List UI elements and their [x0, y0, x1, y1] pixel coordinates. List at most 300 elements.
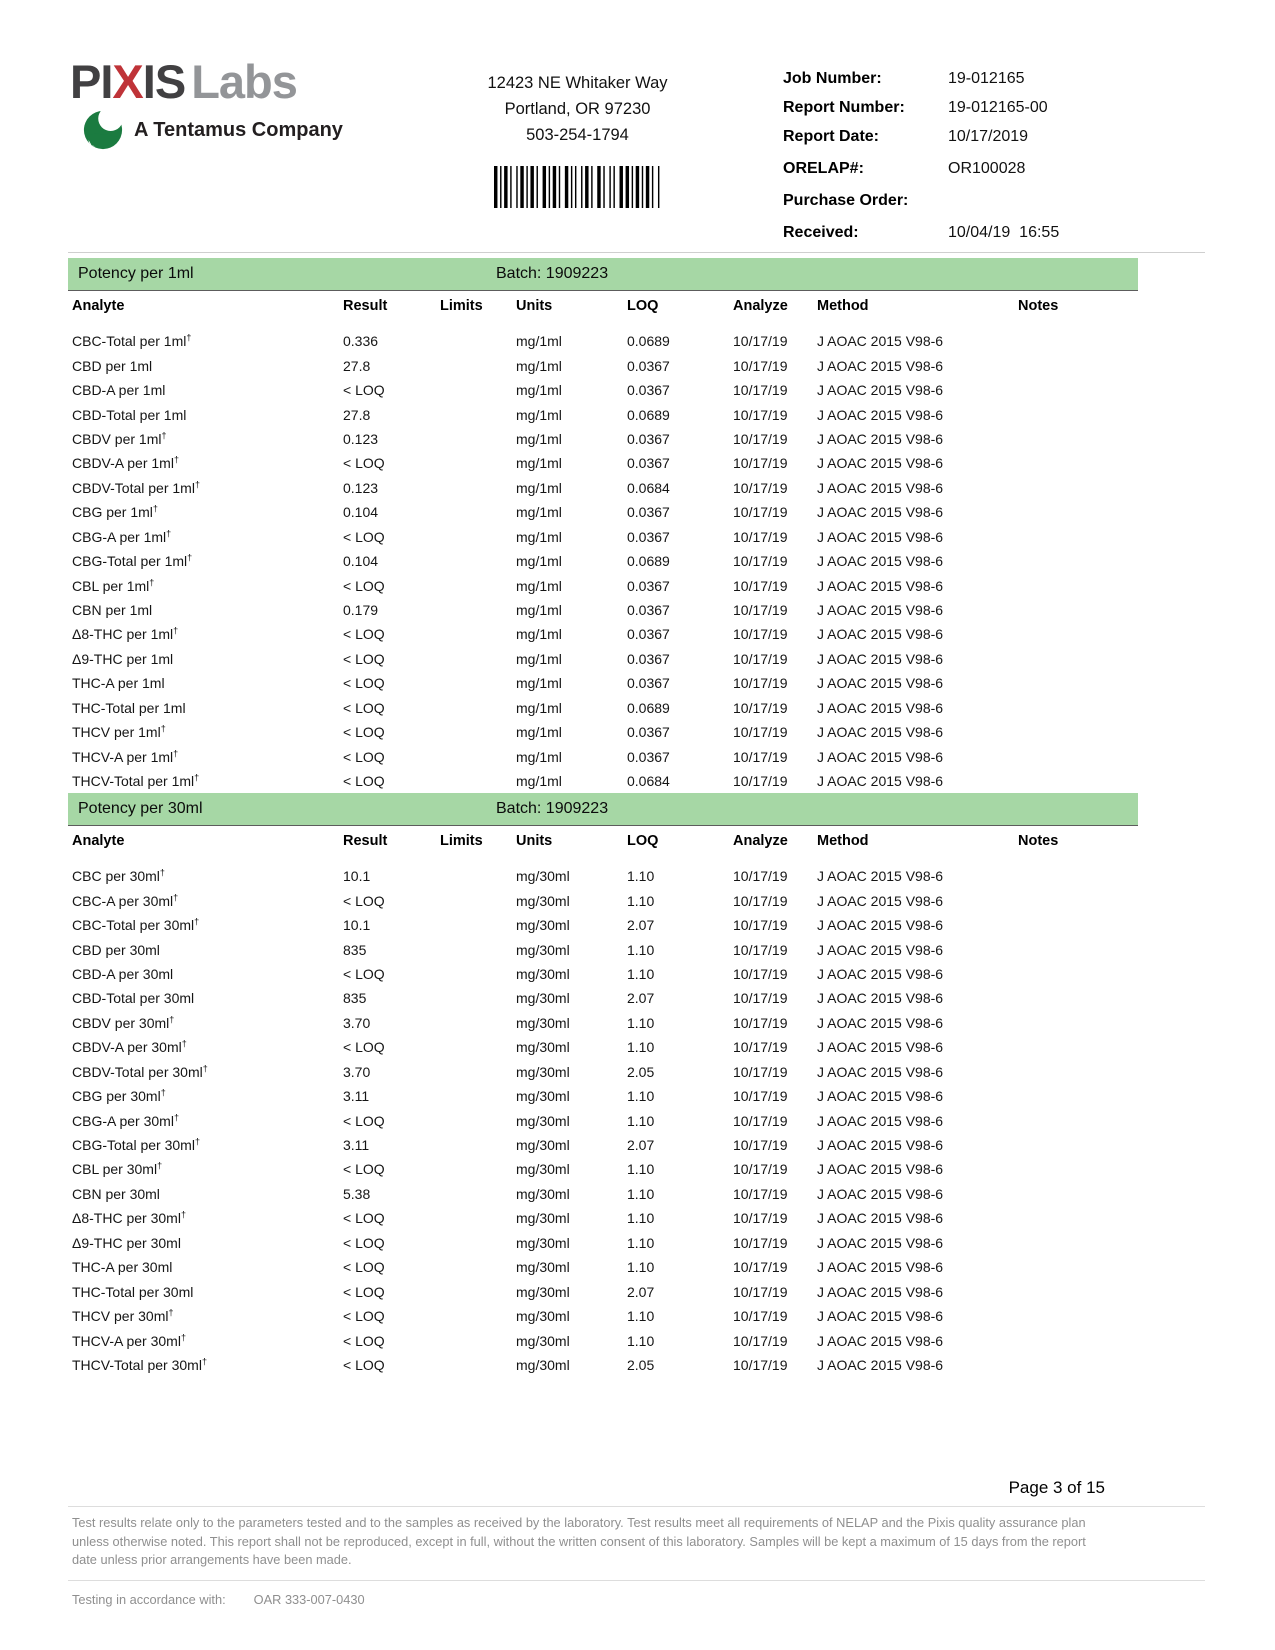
units-cell: mg/30ml	[516, 965, 570, 982]
loq-cell: 0.0367	[627, 382, 670, 399]
analyte-cell: THCV per 1ml†	[72, 723, 166, 741]
table-row	[68, 573, 1138, 597]
result-cell: 0.123	[343, 430, 379, 447]
units-cell: mg/30ml	[516, 1259, 570, 1276]
result-cell: < LOQ	[343, 724, 385, 741]
table-row	[68, 1279, 1138, 1303]
potency-per-1ml-table	[68, 258, 1138, 793]
method-cell: J AOAC 2015 V98-6	[817, 1210, 944, 1227]
column-header-method: Method	[817, 298, 869, 314]
info-value: 19-012165	[948, 70, 1025, 87]
units-cell: mg/30ml	[516, 1137, 570, 1154]
result-cell: < LOQ	[343, 1234, 385, 1251]
method-cell: J AOAC 2015 V98-6	[817, 504, 944, 521]
result-cell: 27.8	[343, 357, 371, 374]
result-cell: 835	[343, 941, 367, 958]
info-row	[783, 70, 1203, 92]
analyze-cell: 10/17/19	[733, 917, 788, 934]
units-cell: mg/30ml	[516, 1356, 570, 1373]
analyze-cell: 10/17/19	[733, 504, 788, 521]
method-cell: J AOAC 2015 V98-6	[817, 382, 944, 399]
units-cell: mg/30ml	[516, 1185, 570, 1202]
info-value: 10/17/2019	[948, 128, 1029, 145]
analyte-cell: CBDV per 1ml†	[72, 430, 167, 447]
analyte-cell: Δ8-THC per 30ml†	[72, 1209, 186, 1227]
info-row	[783, 99, 1203, 121]
analyte-cell: THCV-A per 30ml†	[72, 1331, 186, 1349]
analyze-cell: 10/17/19	[733, 1308, 788, 1325]
analyze-cell: 10/17/19	[733, 1112, 788, 1129]
analyze-cell: 10/17/19	[733, 382, 788, 399]
table-row	[68, 647, 1138, 671]
info-value: 10/04/19 16:55	[948, 224, 1060, 241]
loq-cell: 0.0367	[627, 577, 670, 594]
pixis-labs-logo	[70, 55, 343, 151]
analyze-cell: 10/17/19	[733, 1332, 788, 1349]
footer-divider	[68, 1506, 1205, 1507]
column-header-units: Units	[516, 298, 553, 314]
method-cell: J AOAC 2015 V98-6	[817, 1234, 944, 1251]
method-cell: J AOAC 2015 V98-6	[817, 577, 944, 594]
units-cell: mg/30ml	[516, 1161, 570, 1178]
analyte-cell: CBG-Total per 1ml†	[72, 552, 193, 570]
loq-cell: 2.05	[627, 1063, 655, 1080]
analyze-cell: 10/17/19	[733, 1283, 788, 1300]
table-row	[68, 937, 1138, 961]
analyze-cell: 10/17/19	[733, 1137, 788, 1154]
loq-cell: 1.10	[627, 965, 655, 982]
units-cell: mg/1ml	[516, 699, 562, 716]
analyze-cell: 10/17/19	[733, 773, 788, 790]
analyte-cell: Δ9-THC per 30ml	[72, 1234, 181, 1251]
result-cell: < LOQ	[343, 650, 385, 667]
result-cell: < LOQ	[343, 748, 385, 765]
analyze-cell: 10/17/19	[733, 602, 788, 619]
loq-cell: 1.10	[627, 1185, 655, 1202]
method-cell: J AOAC 2015 V98-6	[817, 602, 944, 619]
result-cell: 3.11	[343, 1137, 370, 1154]
result-cell: < LOQ	[343, 1356, 385, 1373]
result-cell: < LOQ	[343, 892, 385, 909]
batch-label: Batch: 1909223	[496, 800, 609, 817]
analyze-cell: 10/17/19	[733, 868, 788, 885]
analyte-cell: CBD per 30ml	[72, 941, 160, 958]
analyte-cell: CBC per 30ml†	[72, 867, 165, 885]
result-cell: < LOQ	[343, 455, 385, 472]
loq-cell: 2.05	[627, 1356, 655, 1373]
logo-wordmark: PIXIS Labs	[70, 55, 297, 108]
analyte-cell: CBG-Total per 30ml†	[72, 1136, 200, 1154]
units-cell: mg/30ml	[516, 1234, 570, 1251]
table-row	[68, 427, 1138, 451]
column-header-limits: Limits	[440, 298, 483, 314]
table-row	[68, 1084, 1138, 1108]
method-cell: J AOAC 2015 V98-6	[817, 406, 944, 423]
units-cell: mg/30ml	[516, 1063, 570, 1080]
table-row	[68, 1035, 1138, 1059]
analyze-cell: 10/17/19	[733, 1039, 788, 1056]
method-cell: J AOAC 2015 V98-6	[817, 1308, 944, 1325]
analyte-cell: CBDV-A per 30ml†	[72, 1038, 187, 1056]
analyte-cell: CBDV-Total per 1ml†	[72, 479, 200, 496]
method-cell: J AOAC 2015 V98-6	[817, 1185, 944, 1202]
column-header-result: Result	[343, 833, 388, 849]
table-row	[68, 622, 1138, 646]
testing-accordance-label: Testing in accordance with:	[72, 1592, 226, 1607]
analyte-cell: THC-Total per 1ml	[72, 699, 186, 716]
analyze-cell: 10/17/19	[733, 1259, 788, 1276]
units-cell: mg/1ml	[516, 602, 562, 619]
analyte-cell: CBL per 30ml†	[72, 1160, 163, 1178]
analyte-cell: CBC-A per 30ml†	[72, 892, 179, 909]
table-row	[68, 500, 1138, 524]
table-row	[68, 549, 1138, 573]
units-cell: mg/30ml	[516, 917, 570, 934]
info-row	[783, 224, 1203, 246]
result-cell: < LOQ	[343, 699, 385, 716]
units-cell: mg/30ml	[516, 1039, 570, 1056]
loq-cell: 0.0367	[627, 602, 670, 619]
header-divider	[68, 252, 1205, 253]
method-cell: J AOAC 2015 V98-6	[817, 1112, 944, 1129]
result-cell: 0.336	[343, 333, 379, 350]
units-cell: mg/30ml	[516, 868, 570, 885]
analyte-cell: CBG-A per 30ml†	[72, 1111, 179, 1129]
analyte-cell: THCV-Total per 30ml†	[72, 1356, 207, 1373]
loq-cell: 0.0367	[627, 748, 670, 765]
analyze-cell: 10/17/19	[733, 1063, 788, 1080]
result-cell: 3.70	[343, 1014, 371, 1031]
analyze-cell: 10/17/19	[733, 1088, 788, 1105]
table-row	[68, 525, 1138, 549]
method-cell: J AOAC 2015 V98-6	[817, 675, 944, 692]
analyte-cell: CBN per 30ml	[72, 1185, 160, 1202]
column-header-analyze: Analyze	[733, 833, 788, 849]
result-cell: < LOQ	[343, 1210, 385, 1227]
analyte-cell: CBN per 1ml	[72, 602, 153, 619]
loq-cell: 1.10	[627, 1259, 655, 1276]
method-cell: J AOAC 2015 V98-6	[817, 724, 944, 741]
analyte-cell: Δ9-THC per 1ml	[72, 650, 174, 667]
table-row	[68, 1206, 1138, 1230]
analyte-cell: CBC-Total per 1ml†	[72, 332, 192, 350]
column-header-loq: LOQ	[627, 833, 659, 849]
table-row	[68, 913, 1138, 937]
analyte-cell: CBDV per 30ml†	[72, 1014, 175, 1031]
method-cell: J AOAC 2015 V98-6	[817, 528, 944, 545]
analyze-cell: 10/17/19	[733, 1356, 788, 1373]
result-cell: 0.123	[343, 479, 379, 496]
logo-tagline-row	[82, 109, 343, 151]
method-cell: J AOAC 2015 V98-6	[817, 430, 944, 447]
loq-cell: 1.10	[627, 1039, 655, 1056]
table-title-band	[68, 258, 1138, 291]
analyte-cell: CBD-A per 30ml	[72, 965, 174, 982]
address-line: 12423 NE Whitaker Way	[487, 74, 668, 92]
result-cell: < LOQ	[343, 1259, 385, 1276]
method-cell: J AOAC 2015 V98-6	[817, 868, 944, 885]
units-cell: mg/30ml	[516, 1332, 570, 1349]
method-cell: J AOAC 2015 V98-6	[817, 1063, 944, 1080]
method-cell: J AOAC 2015 V98-6	[817, 941, 944, 958]
result-cell: < LOQ	[343, 626, 385, 643]
info-row	[783, 128, 1203, 150]
disclaimer-text: Test results relate only to the parameters tested and to the samples as received by the laboratory. Test results meet all requirements of NELAP and the Pixis quality assurance plan unless otherwise noted. This report shall not be reproduced, except in full, without the written consent of this laboratory. Samples will be kept a maximum of 15 days from the report date unless prior arrangements have been made.	[72, 1515, 1086, 1568]
analyte-cell: CBG per 1ml†	[72, 503, 158, 521]
table-row	[68, 986, 1138, 1010]
column-header-method: Method	[817, 833, 869, 849]
analyte-cell: THC-A per 1ml	[72, 675, 165, 692]
table-row	[68, 353, 1138, 377]
analyte-cell: CBDV-A per 1ml†	[72, 454, 179, 472]
units-cell: mg/1ml	[516, 675, 562, 692]
result-cell: 835	[343, 990, 367, 1007]
loq-cell: 1.10	[627, 1332, 655, 1349]
method-cell: J AOAC 2015 V98-6	[817, 773, 944, 790]
method-cell: J AOAC 2015 V98-6	[817, 699, 944, 716]
loq-cell: 0.0367	[627, 675, 670, 692]
loq-cell: 0.0367	[627, 650, 670, 667]
footer-divider	[68, 1580, 1205, 1581]
column-header-result: Result	[343, 298, 388, 314]
units-cell: mg/1ml	[516, 479, 562, 496]
info-row	[783, 192, 1203, 214]
analyte-cell: THCV per 30ml†	[72, 1307, 174, 1325]
analyze-cell: 10/17/19	[733, 699, 788, 716]
analyte-cell: CBD-Total per 30ml	[72, 990, 195, 1007]
method-cell: J AOAC 2015 V98-6	[817, 1161, 944, 1178]
units-cell: mg/30ml	[516, 1088, 570, 1105]
units-cell: mg/1ml	[516, 406, 562, 423]
table-body	[68, 321, 1138, 793]
method-cell: J AOAC 2015 V98-6	[817, 626, 944, 643]
analyze-cell: 10/17/19	[733, 724, 788, 741]
method-cell: J AOAC 2015 V98-6	[817, 1088, 944, 1105]
analyze-cell: 10/17/19	[733, 1014, 788, 1031]
table-row	[68, 1328, 1138, 1352]
analyte-cell: CBDV-Total per 30ml†	[72, 1063, 208, 1080]
result-cell: < LOQ	[343, 577, 385, 594]
method-cell: J AOAC 2015 V98-6	[817, 748, 944, 765]
column-header-notes: Notes	[1018, 833, 1059, 849]
result-cell: < LOQ	[343, 1308, 385, 1325]
loq-cell: 2.07	[627, 1137, 655, 1154]
units-cell: mg/30ml	[516, 1210, 570, 1227]
analyze-cell: 10/17/19	[733, 430, 788, 447]
table-row	[68, 1304, 1138, 1328]
analyte-cell: THCV-A per 1ml†	[72, 748, 179, 765]
column-header-analyte: Analyte	[72, 298, 125, 314]
barcode	[494, 166, 660, 208]
analyte-cell: CBG-A per 1ml†	[72, 528, 172, 545]
analyze-cell: 10/17/19	[733, 528, 788, 545]
table-row	[68, 696, 1138, 720]
loq-cell: 0.0367	[627, 504, 670, 521]
loq-cell: 2.07	[627, 917, 655, 934]
result-cell: < LOQ	[343, 528, 385, 545]
table-title: Potency per 1ml	[78, 265, 194, 282]
table-row	[68, 1182, 1138, 1206]
analyze-cell: 10/17/19	[733, 357, 788, 374]
table-row	[68, 962, 1138, 986]
table-row	[68, 888, 1138, 912]
loq-cell: 0.0689	[627, 699, 670, 716]
analyze-cell: 10/17/19	[733, 479, 788, 496]
units-cell: mg/30ml	[516, 941, 570, 958]
result-cell: < LOQ	[343, 675, 385, 692]
analyze-cell: 10/17/19	[733, 892, 788, 909]
table-row	[68, 451, 1138, 475]
lab-address	[440, 70, 715, 148]
result-cell: 0.104	[343, 504, 379, 521]
method-cell: J AOAC 2015 V98-6	[817, 333, 944, 350]
units-cell: mg/1ml	[516, 724, 562, 741]
analyze-cell: 10/17/19	[733, 1234, 788, 1251]
column-header-notes: Notes	[1018, 298, 1059, 314]
address-line: 503-254-1794	[526, 126, 629, 144]
method-cell: J AOAC 2015 V98-6	[817, 1014, 944, 1031]
units-cell: mg/1ml	[516, 626, 562, 643]
testing-accordance-value: OAR 333-007-0430	[253, 1592, 365, 1607]
table-row	[68, 1231, 1138, 1255]
loq-cell: 0.0689	[627, 333, 670, 350]
analyze-cell: 10/17/19	[733, 553, 788, 570]
table-row	[68, 1255, 1138, 1279]
table-title: Potency per 30ml	[78, 800, 203, 817]
units-cell: mg/1ml	[516, 748, 562, 765]
potency-per-30ml-table	[68, 793, 1138, 1377]
loq-cell: 1.10	[627, 1112, 655, 1129]
result-cell: 0.104	[343, 553, 379, 570]
units-cell: mg/30ml	[516, 892, 570, 909]
method-cell: J AOAC 2015 V98-6	[817, 455, 944, 472]
table-row	[68, 671, 1138, 695]
analyte-cell: THC-A per 30ml	[72, 1259, 173, 1276]
units-cell: mg/1ml	[516, 504, 562, 521]
method-cell: J AOAC 2015 V98-6	[817, 479, 944, 496]
loq-cell: 0.0689	[627, 553, 670, 570]
table-row	[68, 864, 1138, 888]
result-cell: < LOQ	[343, 382, 385, 399]
result-cell: < LOQ	[343, 1283, 385, 1300]
method-cell: J AOAC 2015 V98-6	[817, 1137, 944, 1154]
analyte-cell: CBG per 30ml†	[72, 1087, 166, 1105]
table-row	[68, 1060, 1138, 1084]
loq-cell: 0.0684	[627, 479, 670, 496]
method-cell: J AOAC 2015 V98-6	[817, 1283, 944, 1300]
analyze-cell: 10/17/19	[733, 333, 788, 350]
analyte-cell: CBD-A per 1ml	[72, 382, 166, 399]
testing-accordance-row	[72, 1592, 365, 1607]
report-info-block	[783, 70, 1203, 246]
analyze-cell: 10/17/19	[733, 1185, 788, 1202]
units-cell: mg/1ml	[516, 650, 562, 667]
result-cell: 0.179	[343, 602, 379, 619]
result-cell: < LOQ	[343, 965, 385, 982]
table-header-row	[68, 291, 1138, 321]
units-cell: mg/30ml	[516, 1283, 570, 1300]
table-row	[68, 598, 1138, 622]
result-cell: 10.1	[343, 917, 371, 934]
units-cell: mg/30ml	[516, 1112, 570, 1129]
result-cell: 10.1	[343, 868, 371, 885]
result-cell: 5.38	[343, 1185, 371, 1202]
method-cell: J AOAC 2015 V98-6	[817, 965, 944, 982]
table-row	[68, 1108, 1138, 1132]
units-cell: mg/30ml	[516, 1308, 570, 1325]
loq-cell: 0.0367	[627, 724, 670, 741]
units-cell: mg/1ml	[516, 357, 562, 374]
units-cell: mg/1ml	[516, 455, 562, 472]
info-label: Report Date:	[783, 128, 880, 145]
analyte-cell: CBL per 1ml†	[72, 576, 155, 594]
table-row	[68, 402, 1138, 426]
table-row	[68, 769, 1138, 793]
units-cell: mg/1ml	[516, 577, 562, 594]
analyze-cell: 10/17/19	[733, 650, 788, 667]
batch-label: Batch: 1909223	[496, 265, 609, 282]
result-cell: < LOQ	[343, 773, 385, 790]
info-value: OR100028	[948, 160, 1026, 177]
info-row	[783, 160, 1203, 182]
analyte-cell: THC-Total per 30ml	[72, 1283, 194, 1300]
method-cell: J AOAC 2015 V98-6	[817, 1039, 944, 1056]
method-cell: J AOAC 2015 V98-6	[817, 892, 944, 909]
column-header-analyte: Analyte	[72, 833, 125, 849]
analyze-cell: 10/17/19	[733, 577, 788, 594]
info-label: Purchase Order:	[783, 192, 909, 209]
table-body	[68, 856, 1138, 1377]
loq-cell: 1.10	[627, 1014, 655, 1031]
result-cell: < LOQ	[343, 1332, 385, 1349]
units-cell: mg/1ml	[516, 528, 562, 545]
analyte-cell: Δ8-THC per 1ml†	[72, 625, 179, 643]
result-cell: 3.11	[343, 1088, 370, 1105]
info-label: Received:	[783, 224, 859, 241]
analyze-cell: 10/17/19	[733, 748, 788, 765]
result-cell: < LOQ	[343, 1161, 385, 1178]
loq-cell: 1.10	[627, 1210, 655, 1227]
table-row	[68, 720, 1138, 744]
table-row	[68, 329, 1138, 353]
loq-cell: 1.10	[627, 1161, 655, 1178]
units-cell: mg/1ml	[516, 553, 562, 570]
method-cell: J AOAC 2015 V98-6	[817, 990, 944, 1007]
analyze-cell: 10/17/19	[733, 1161, 788, 1178]
loq-cell: 1.10	[627, 1088, 655, 1105]
table-row	[68, 1157, 1138, 1181]
units-cell: mg/1ml	[516, 333, 562, 350]
table-header-row	[68, 826, 1138, 856]
units-cell: mg/1ml	[516, 382, 562, 399]
result-cell: 3.70	[343, 1063, 371, 1080]
info-label: Report Number:	[783, 99, 905, 116]
loq-cell: 0.0367	[627, 430, 670, 447]
loq-cell: 2.07	[627, 1283, 655, 1300]
units-cell: mg/30ml	[516, 990, 570, 1007]
loq-cell: 1.10	[627, 1234, 655, 1251]
method-cell: J AOAC 2015 V98-6	[817, 917, 944, 934]
loq-cell: 0.0367	[627, 455, 670, 472]
table-row	[68, 1353, 1138, 1377]
analyte-cell: THCV-Total per 1ml†	[72, 772, 200, 790]
info-label: Job Number:	[783, 70, 882, 87]
table-row	[68, 476, 1138, 500]
units-cell: mg/1ml	[516, 430, 562, 447]
loq-cell: 0.0367	[627, 528, 670, 545]
loq-cell: 0.0689	[627, 406, 670, 423]
column-header-limits: Limits	[440, 833, 483, 849]
